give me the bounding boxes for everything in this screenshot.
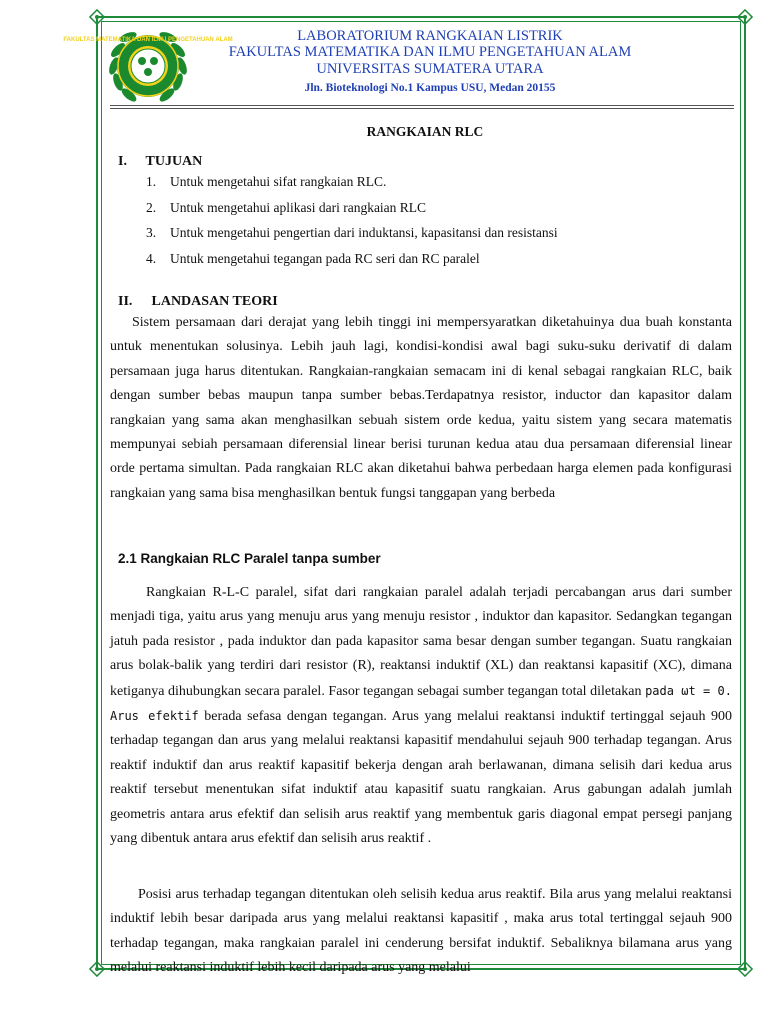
- corner-ornament-icon: [90, 10, 104, 24]
- paragraph-text: Rangkaian R-L-C paralel, sifat dari rangkaian paralel adalah terjadi percabangan arus dari sumber menjadi tiga, yaitu arus yang menuju arus yang menuju resistor , induktor dan kapasitor. Sedangkan tegangan jatuh pada resistor , pada induktor dan pada kapasitor sama besar dengan sumber tegangan. Suatu rangkaian arus bolak-balik yang terdiri dari resistor (R), reaktansi induktif (XL) dan reaktansi kapasitif (XC), dimana ketiganya dihubungkan secara paralel. Fasor tegangan sebagai sumber tegangan total diletakan: [110, 585, 732, 699]
- list-item-number: 2.: [146, 200, 157, 215]
- list-item: [146, 174, 386, 190]
- section-heading-landasan-teori: [118, 294, 278, 310]
- list-item-number: 1.: [146, 174, 157, 189]
- section-label: TUJUAN: [145, 154, 203, 169]
- list-item-text: Untuk mengetahui sifat rangkaian RLC.: [170, 174, 387, 189]
- header-lab-name: LABORATORIUM RANGKAIAN LISTRIK: [297, 28, 563, 44]
- list-item-text: Untuk mengetahui tegangan pada RC seri dan RC paralel: [170, 251, 480, 266]
- paragraph-rlc-paralel-2: Posisi arus terhadap tegangan ditentukan oleh selisih kedua arus reaktif. Bila arus yang melalui reaktansi induktif lebih besar daripada arus yang melalui reaktansi kapasitif , maka arus total tertinggal sejauh 900 terhadap tegangan, maka rangkaian paralel ini cenderung bersifat induktif. Sebaliknya bilamana arus yang melalui reaktansi induktif lebih kecil daripada arus yang melalui: [110, 887, 732, 976]
- section-label: LANDASAN TEORI: [151, 294, 278, 309]
- list-item-text: Untuk mengetahui pengertian dari induktansi, kapasitansi dan resistansi: [170, 225, 558, 240]
- header-address: Jln. Bioteknologi No.1 Kampus USU, Medan 20155: [304, 82, 556, 94]
- corner-ornament-icon: [738, 10, 752, 24]
- header-university: UNIVERSITAS SUMATERA UTARA: [316, 61, 544, 77]
- paragraph-rlc-paralel-1: [110, 581, 732, 851]
- list-item: [146, 251, 480, 267]
- header-divider: [110, 105, 734, 106]
- paragraph-text: berada sefasa dengan tegangan. Arus yang melalui reaktansi induktif tertinggal sejauh 900 terhadap tegangan dan arus yang melalui reaktansi kapasitif mendahului sejauh 900 terhadap tegangan. Arus reaktif induktif dan arus reaktif kapasitif bekerja dengan arah berlawanan, dimana selisih dari kedua arus reaktif tersebut menentukan sifat induktif atau kapasitif suatu rangkaian. Arus gabungan adalah jumlah geometris antara arus efektif dan selisih arus reaktif yang membentuk garis diagonal empat persegi panjang yang dibentuk antara arus efektif dan selisih arus reaktif .: [110, 709, 732, 847]
- paragraph-formula: pada ωt = 0. Arus efektif: [110, 683, 733, 724]
- list-item: [146, 200, 426, 216]
- corner-ornament-icon: [90, 962, 104, 976]
- corner-ornament-icon: [738, 962, 752, 976]
- list-item-number: 3.: [146, 225, 157, 240]
- header-faculty: FAKULTAS MATEMATIKA DAN ILMU PENGETAHUAN ALAM: [228, 44, 632, 60]
- logo-text: FAKULTAS MATEMATIKA DAN ILMU PENGETAHUAN ALAM: [63, 37, 233, 43]
- subsection-title: 2.1 Rangkaian RLC Paralel tanpa sumber: [118, 551, 381, 566]
- document-title: RANGKAIAN RLC: [366, 124, 484, 139]
- list-item-text: Untuk mengetahui aplikasi dari rangkaian RLC: [170, 200, 427, 215]
- faculty-logo-icon: [63, 24, 233, 108]
- header-divider-secondary: [110, 108, 734, 109]
- list-item: [146, 225, 558, 241]
- paragraph-landasan-teori: Sistem persamaan dari derajat yang lebih tinggi ini mempersyaratkan diketahuinya dua buah konstanta untuk menentukan solusinya. Lebih jauh lagi, kondisi-kondisi awal bagi suku-suku derivatif di dalam persamaan juga harus ditentukan. Rangkaian-rangkaian semacam ini di kenal sebagai rangkaian RLC, baik dengan sumber bebas maupun tanpa sumber bebas.Terdapatnya resistor, inductor dan kapasitor dalam rangkaian yang sama akan menghasilkan sebuah sistem orde kedua, yaitu sistem yang secara matematis mempunyai sebiah persamaan diferensial linear berisi turunan kedua atau dua persamaan diferensial linear orde pertama simultan. Pada rangkaian RLC akan diketahui bahwa perbedaan harga elemen pada konfigurasi rangkaian yang sama bisa menghasilkan bentuk fungsi tanggapan yang berbeda: [110, 315, 732, 501]
- section-heading-tujuan: [118, 154, 202, 170]
- section-number: I.: [118, 154, 127, 169]
- list-item-number: 4.: [146, 251, 157, 266]
- section-number: II.: [118, 294, 133, 309]
